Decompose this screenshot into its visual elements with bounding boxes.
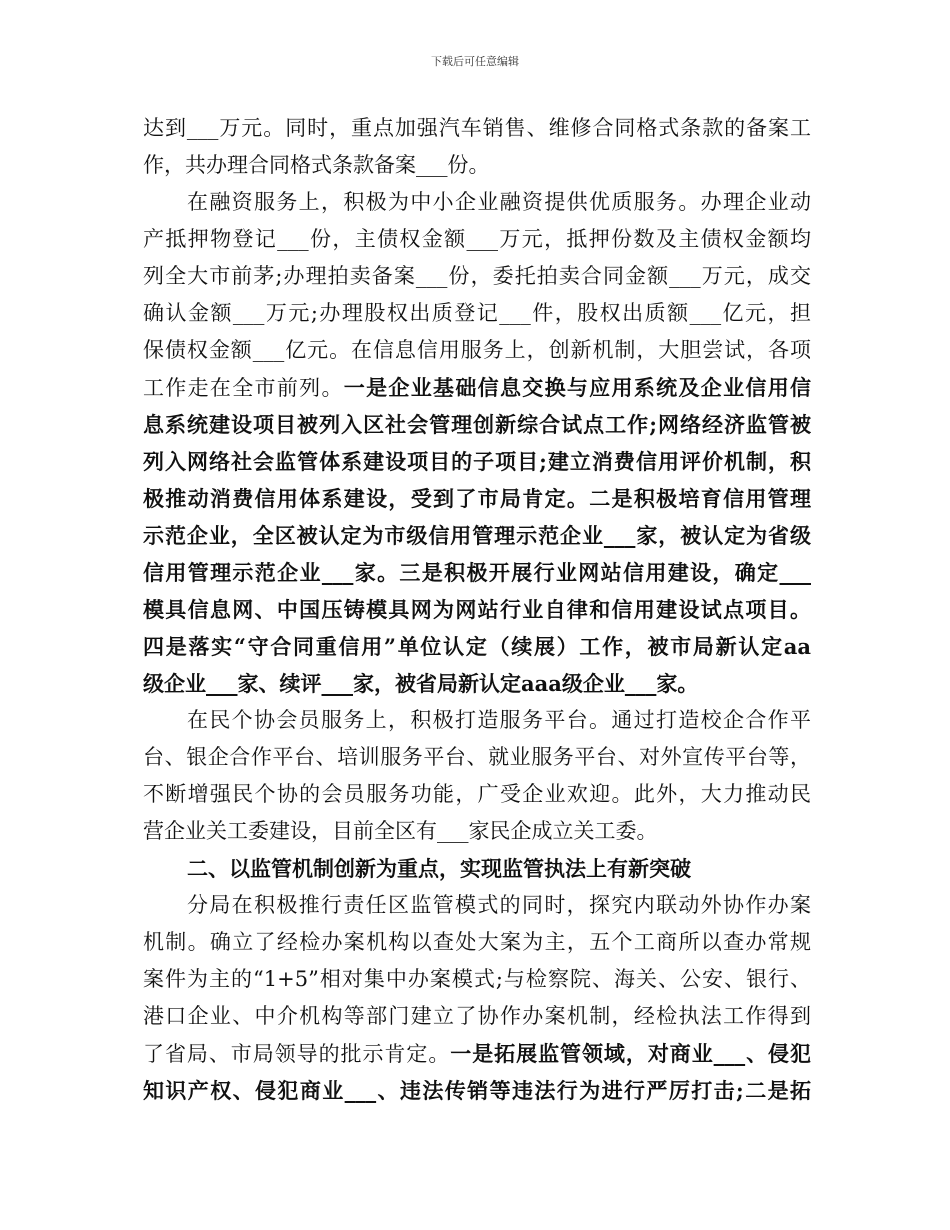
- body-text-line: 在民个协会员服务上，积极打造服务平台。通过打造校企合作平: [187, 708, 811, 732]
- bold-text: 一是企业基础信息交换与应用系统及企业信用信: [343, 375, 812, 400]
- body-text-line: 确认金额___万元;办理股权出质登记___件，股权出质额___亿元，担: [143, 301, 811, 325]
- paragraph: [143, 702, 811, 850]
- body-text-line: 台、银企合作平台、培训服务平台、就业服务平台、对外宣传平台等，: [143, 745, 811, 769]
- paragraph: [143, 110, 811, 184]
- body-text-line: 分局在积极推行责任区监管模式的同时，探究内联动外协作办案: [187, 893, 811, 917]
- bold-text-line: 列入网络社会监管体系建设项目的子项目;建立消费信用评价机制，积: [143, 449, 811, 474]
- plain-text: 了省局、市局领导的批示肯定。: [143, 1042, 451, 1066]
- bold-text-line: 息系统建设项目被列入区社会管理创新综合试点工作;网络经济监管被: [143, 412, 811, 437]
- body-text-line: 保债权金额___亿元。在信息信用服务上，创新机制，大胆尝试，各项: [143, 338, 811, 362]
- body-text-line: 不断增强民个协的会员服务功能，广受企业欢迎。此外，大力推动民: [143, 782, 811, 806]
- body-text-line: 列全大市前茅;办理拍卖备案___份，委托拍卖合同金额___万元，成交: [143, 264, 811, 288]
- bold-text-line: 信用管理示范企业___家。三是积极开展行业网站信用建设，确定___: [143, 560, 811, 585]
- plain-text: 工作走在全市前列。: [143, 376, 344, 400]
- body-text-line: 案件为主的“1+5”相对集中办案模式;与检察院、海关、公安、银行、: [143, 967, 811, 991]
- body-text-line: 港口企业、中介机构等部门建立了协作办案机制，经检执法工作得到: [143, 1004, 811, 1028]
- paragraph: [143, 887, 811, 1109]
- paragraph: [143, 184, 811, 702]
- bold-text-line: 知识产权、侵犯商业___、违法传销等违法行为进行严厉打击;二是拓: [143, 1078, 811, 1103]
- document-body: [143, 110, 811, 1109]
- body-text-line: 产抵押物登记___份，主债权金额___万元，抵押份数及主债权金额均: [143, 227, 811, 251]
- bold-text: 一是拓展监管领域，对商业___、侵犯: [450, 1041, 812, 1066]
- body-text-line: 营企业关工委建设，目前全区有___家民企成立关工委。: [143, 819, 658, 843]
- bold-text-line: 示范企业，全区被认定为市级信用管理示范企业___家，被认定为省级: [143, 523, 811, 548]
- body-text-line: 在融资服务上，积极为中小企业融资提供优质服务。办理企业动: [187, 190, 811, 214]
- section-heading: 二、以监管机制创新为重点，实现监管执法上有新突破: [187, 856, 691, 881]
- bold-text-line: 四是落实“守合同重信用”单位认定（续展）工作，被市局新认定aa: [143, 634, 811, 659]
- bold-text-line: 模具信息网、中国压铸模具网为网站行业自律和信用建设试点项目。: [143, 597, 811, 622]
- body-text-line: [143, 1035, 811, 1072]
- page-header-note: 下载后可任意编辑: [431, 55, 519, 68]
- body-text-line: [143, 369, 811, 406]
- body-text-line: 达到___万元。同时，重点加强汽车销售、维修合同格式条款的备案工: [143, 116, 811, 140]
- bold-text-line: 级企业___家、续评___家，被省局新认定aaa级企业___家。: [143, 671, 699, 696]
- body-text-line: 机制。确立了经检办案机构以查处大案为主，五个工商所以查办常规: [143, 930, 811, 954]
- body-text-line: 作，共办理合同格式条款备案___份。: [143, 153, 490, 177]
- bold-text-line: 极推动消费信用体系建设，受到了市局肯定。二是积极培育信用管理: [143, 486, 811, 511]
